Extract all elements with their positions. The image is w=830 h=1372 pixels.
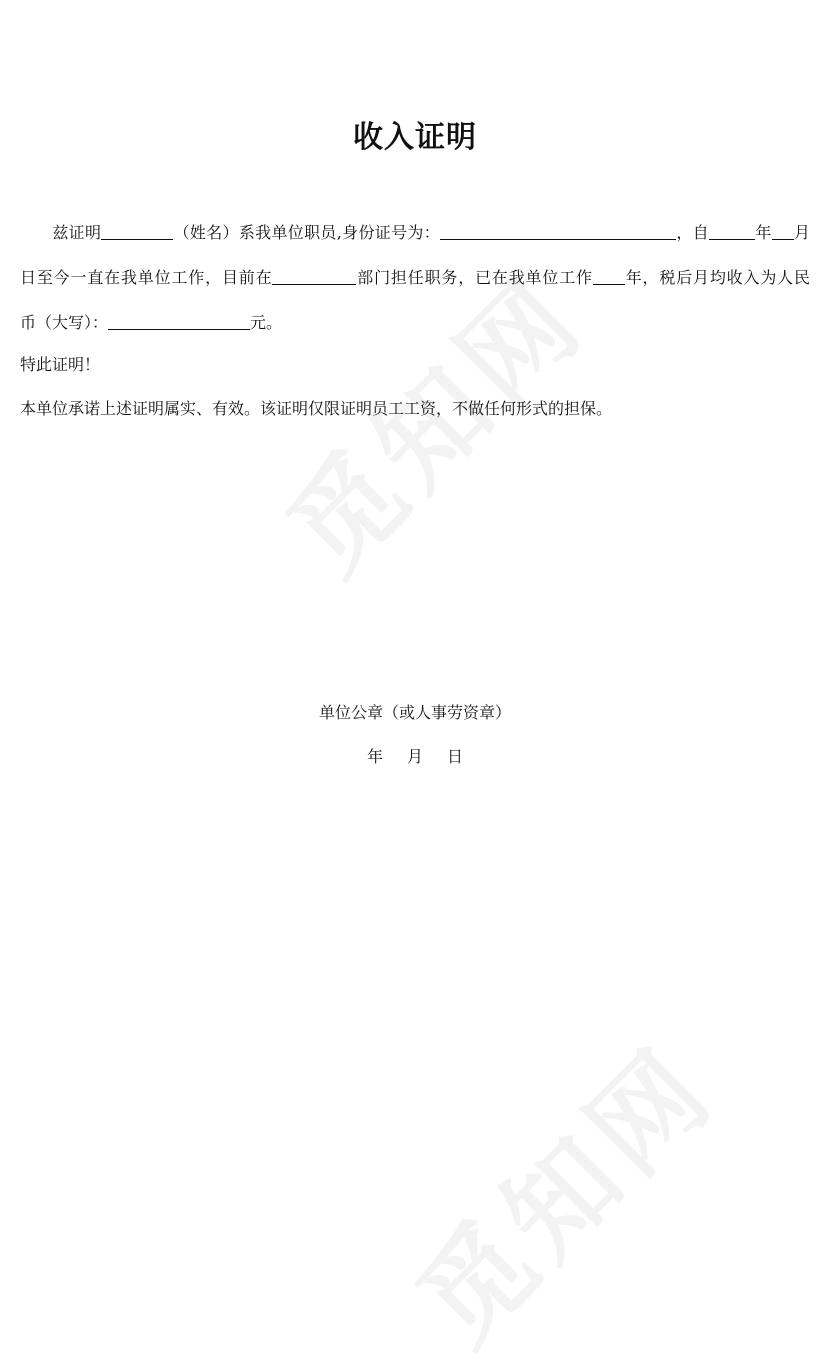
id-number-blank[interactable] bbox=[440, 223, 676, 240]
text-segment: 月 bbox=[793, 223, 810, 242]
text-segment: （姓名）系我单位职员,身份证号为： bbox=[173, 223, 441, 242]
text-segment: 部门担任职务，已在我单位工作 bbox=[356, 268, 593, 287]
document-title: 收入证明 bbox=[353, 120, 477, 155]
text-segment: 年，税后月均收入为人民 bbox=[624, 268, 810, 287]
promise-text: 本单位承诺上述证明属实、有效。该证明仅限证明员工工资，不做任何形式的担保。 bbox=[20, 399, 613, 418]
watermark bbox=[377, 1006, 743, 1372]
signature-date bbox=[0, 744, 830, 767]
text-segment: ，自 bbox=[676, 223, 709, 242]
text-segment: 元。 bbox=[250, 313, 283, 332]
text-segment: 币（大写）： bbox=[20, 313, 109, 332]
hereby-certify-text: 特此证明！ bbox=[20, 355, 101, 374]
date-month-label: 月 bbox=[406, 747, 423, 766]
start-month-blank[interactable] bbox=[772, 223, 794, 240]
date-day-label: 日 bbox=[447, 747, 464, 766]
paragraph-line-3 bbox=[20, 300, 810, 345]
years-worked-blank[interactable] bbox=[593, 268, 625, 285]
text-segment: 年 bbox=[755, 223, 772, 242]
name-blank[interactable] bbox=[101, 223, 173, 240]
start-year-blank[interactable] bbox=[709, 223, 755, 240]
date-year-label: 年 bbox=[366, 747, 383, 766]
paragraph-line-1 bbox=[20, 210, 810, 255]
text-segment: 日至今一直在我单位工作，目前在 bbox=[20, 268, 273, 287]
certificate-paragraph bbox=[20, 210, 810, 345]
text-segment: 兹证明 bbox=[52, 223, 102, 242]
company-seal-label: 单位公章（或人事劳资章） bbox=[318, 703, 511, 722]
department-blank[interactable] bbox=[272, 268, 356, 285]
income-amount-blank[interactable] bbox=[108, 313, 250, 330]
paragraph-line-2 bbox=[20, 255, 810, 300]
